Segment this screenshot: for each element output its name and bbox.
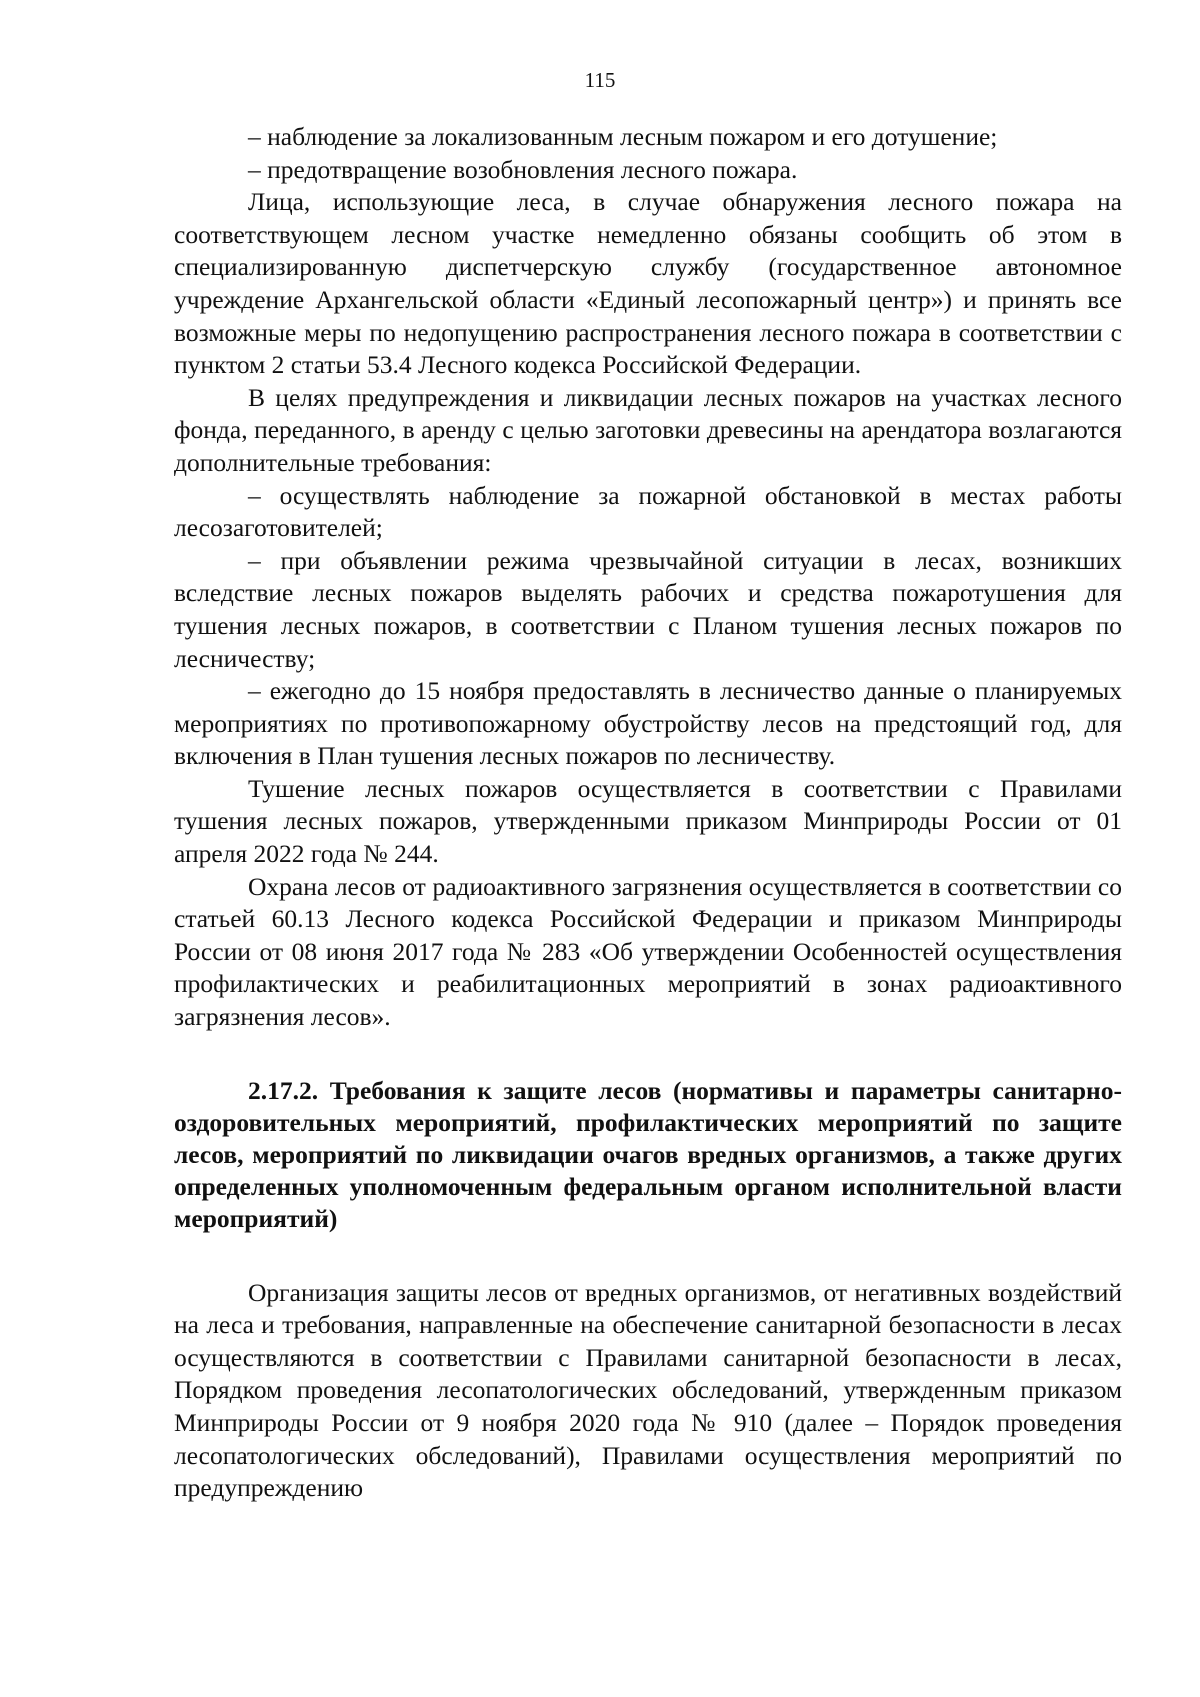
paragraph-lease-requirements: В целях предупреждения и ликвидации лесных пожаров на участках лесного фонда, переданного, в аренду с целью заготовки древесины на арендатора возлагаются дополнительные требования: xyxy=(174,382,1122,477)
list-item-prevention: – предотвращение возобновления лесного пожара. xyxy=(248,154,798,184)
list-item-observation: – наблюдение за локализованным лесным пожаром и его дотушение; xyxy=(248,122,998,151)
paragraph-fire-extinguishing-rules: Тушение лесных пожаров осуществляется в соответствии с Правилами тушения лесных пожаров, утвержденными приказом Минприроды России от 01 апреля 2022 года № 244. xyxy=(174,773,1122,869)
paragraph-forest-users-duty: Лица, использующие леса, в случае обнаружения лесного пожара на соответствующем лесном участке немедленно обязаны сообщить об этом в специализированную диспетчерскую службу (государственное автономное учреждение Архангельской области «Единый лесопожарный центр») и принять все возможные меры по недопущению распространения лесного пожара в соответствии с пунктом 2 статьи 53.4 Лесного кодекса Российской Федерации. xyxy=(174,187,1122,380)
list-item-emergency-resources: – при объявлении режима чрезвычайной ситуации в лесах, возникших вследствие лесных пожаров выделять рабочих и средства пожаротушения для тушения лесных пожаров, в соответствии с Планом тушения лесных пожаров по лесничеству; xyxy=(174,545,1122,673)
section-heading: 2.17.2. Требования к защите лесов (нормативы и параметры санитарно-оздоровительных мероприятий, профилактических мероприятий по защите лесов, мероприятий по ликвидации очагов вредных организмов, а также других определенных уполномоченным федеральным органом исполнительной власти мероприятий) xyxy=(174,1075,1122,1233)
page-number: 115 xyxy=(584,68,616,92)
paragraph-radioactive-protection: Охрана лесов от радиоактивного загрязнения осуществляется в соответствии со статьей 60.13 Лесного кодекса Российской Федерации и приказом Минприроды России от 08 июня 2017 года № 283 «Об утверждении Особенностей осуществления профилактических и реабилитационных мероприятий в зонах радиоактивного загрязнения лесов». xyxy=(174,871,1122,1032)
list-item-annual-report: – ежегодно до 15 ноября предоставлять в лесничество данные о планируемых мероприятиях по противопожарному обустройству лесов на предстоящий год, для включения в План тушения лесных пожаров по лесничеству. xyxy=(174,676,1122,771)
list-item-fire-monitoring: – осуществлять наблюдение за пожарной обстановкой в местах работы лесозаготовителей; xyxy=(174,480,1122,543)
paragraph-forest-protection: Организация защиты лесов от вредных организмов, от негативных воздействий на леса и требования, направленные на обеспечение санитарной безопасности в лесах осуществляются в соответствии с Правилами санитарной безопасности в лесах, Порядком проведения лесопатологических обследований, утвержденным приказом Минприроды России от 9 ноября 2020 года № 910 (далее – Порядок проведения лесопатологических обследований), Правилами осуществления мероприятий по предупреждению xyxy=(174,1277,1122,1503)
page-body xyxy=(174,121,1122,1505)
